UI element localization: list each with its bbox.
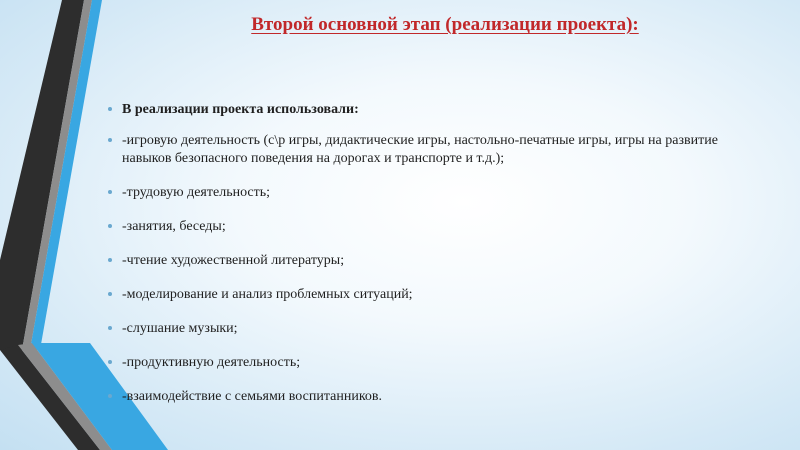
list-item: -трудовую деятельность; xyxy=(108,184,748,202)
list-item: -продуктивную деятельность; xyxy=(108,354,748,372)
content-list xyxy=(108,101,748,422)
list-item: -взаимодействие с семьями воспитанников. xyxy=(108,388,748,406)
list-item: -моделирование и анализ проблемных ситуаций; xyxy=(108,286,748,304)
list-item: -слушание музыки; xyxy=(108,320,748,338)
slide-title: Второй основной этап (реализации проекта): xyxy=(251,14,639,35)
list-item: -занятия, беседы; xyxy=(108,218,748,236)
list-item-intro: В реализации проекта использовали: xyxy=(108,101,748,119)
list-item: -игровую деятельность (с\р игры, дидактические игры, настольно-печатные игры, игры на развитие навыков безопасного поведения на дорогах и транспорте и т.д.); xyxy=(108,132,748,168)
list-item: -чтение художественной литературы; xyxy=(108,252,748,270)
